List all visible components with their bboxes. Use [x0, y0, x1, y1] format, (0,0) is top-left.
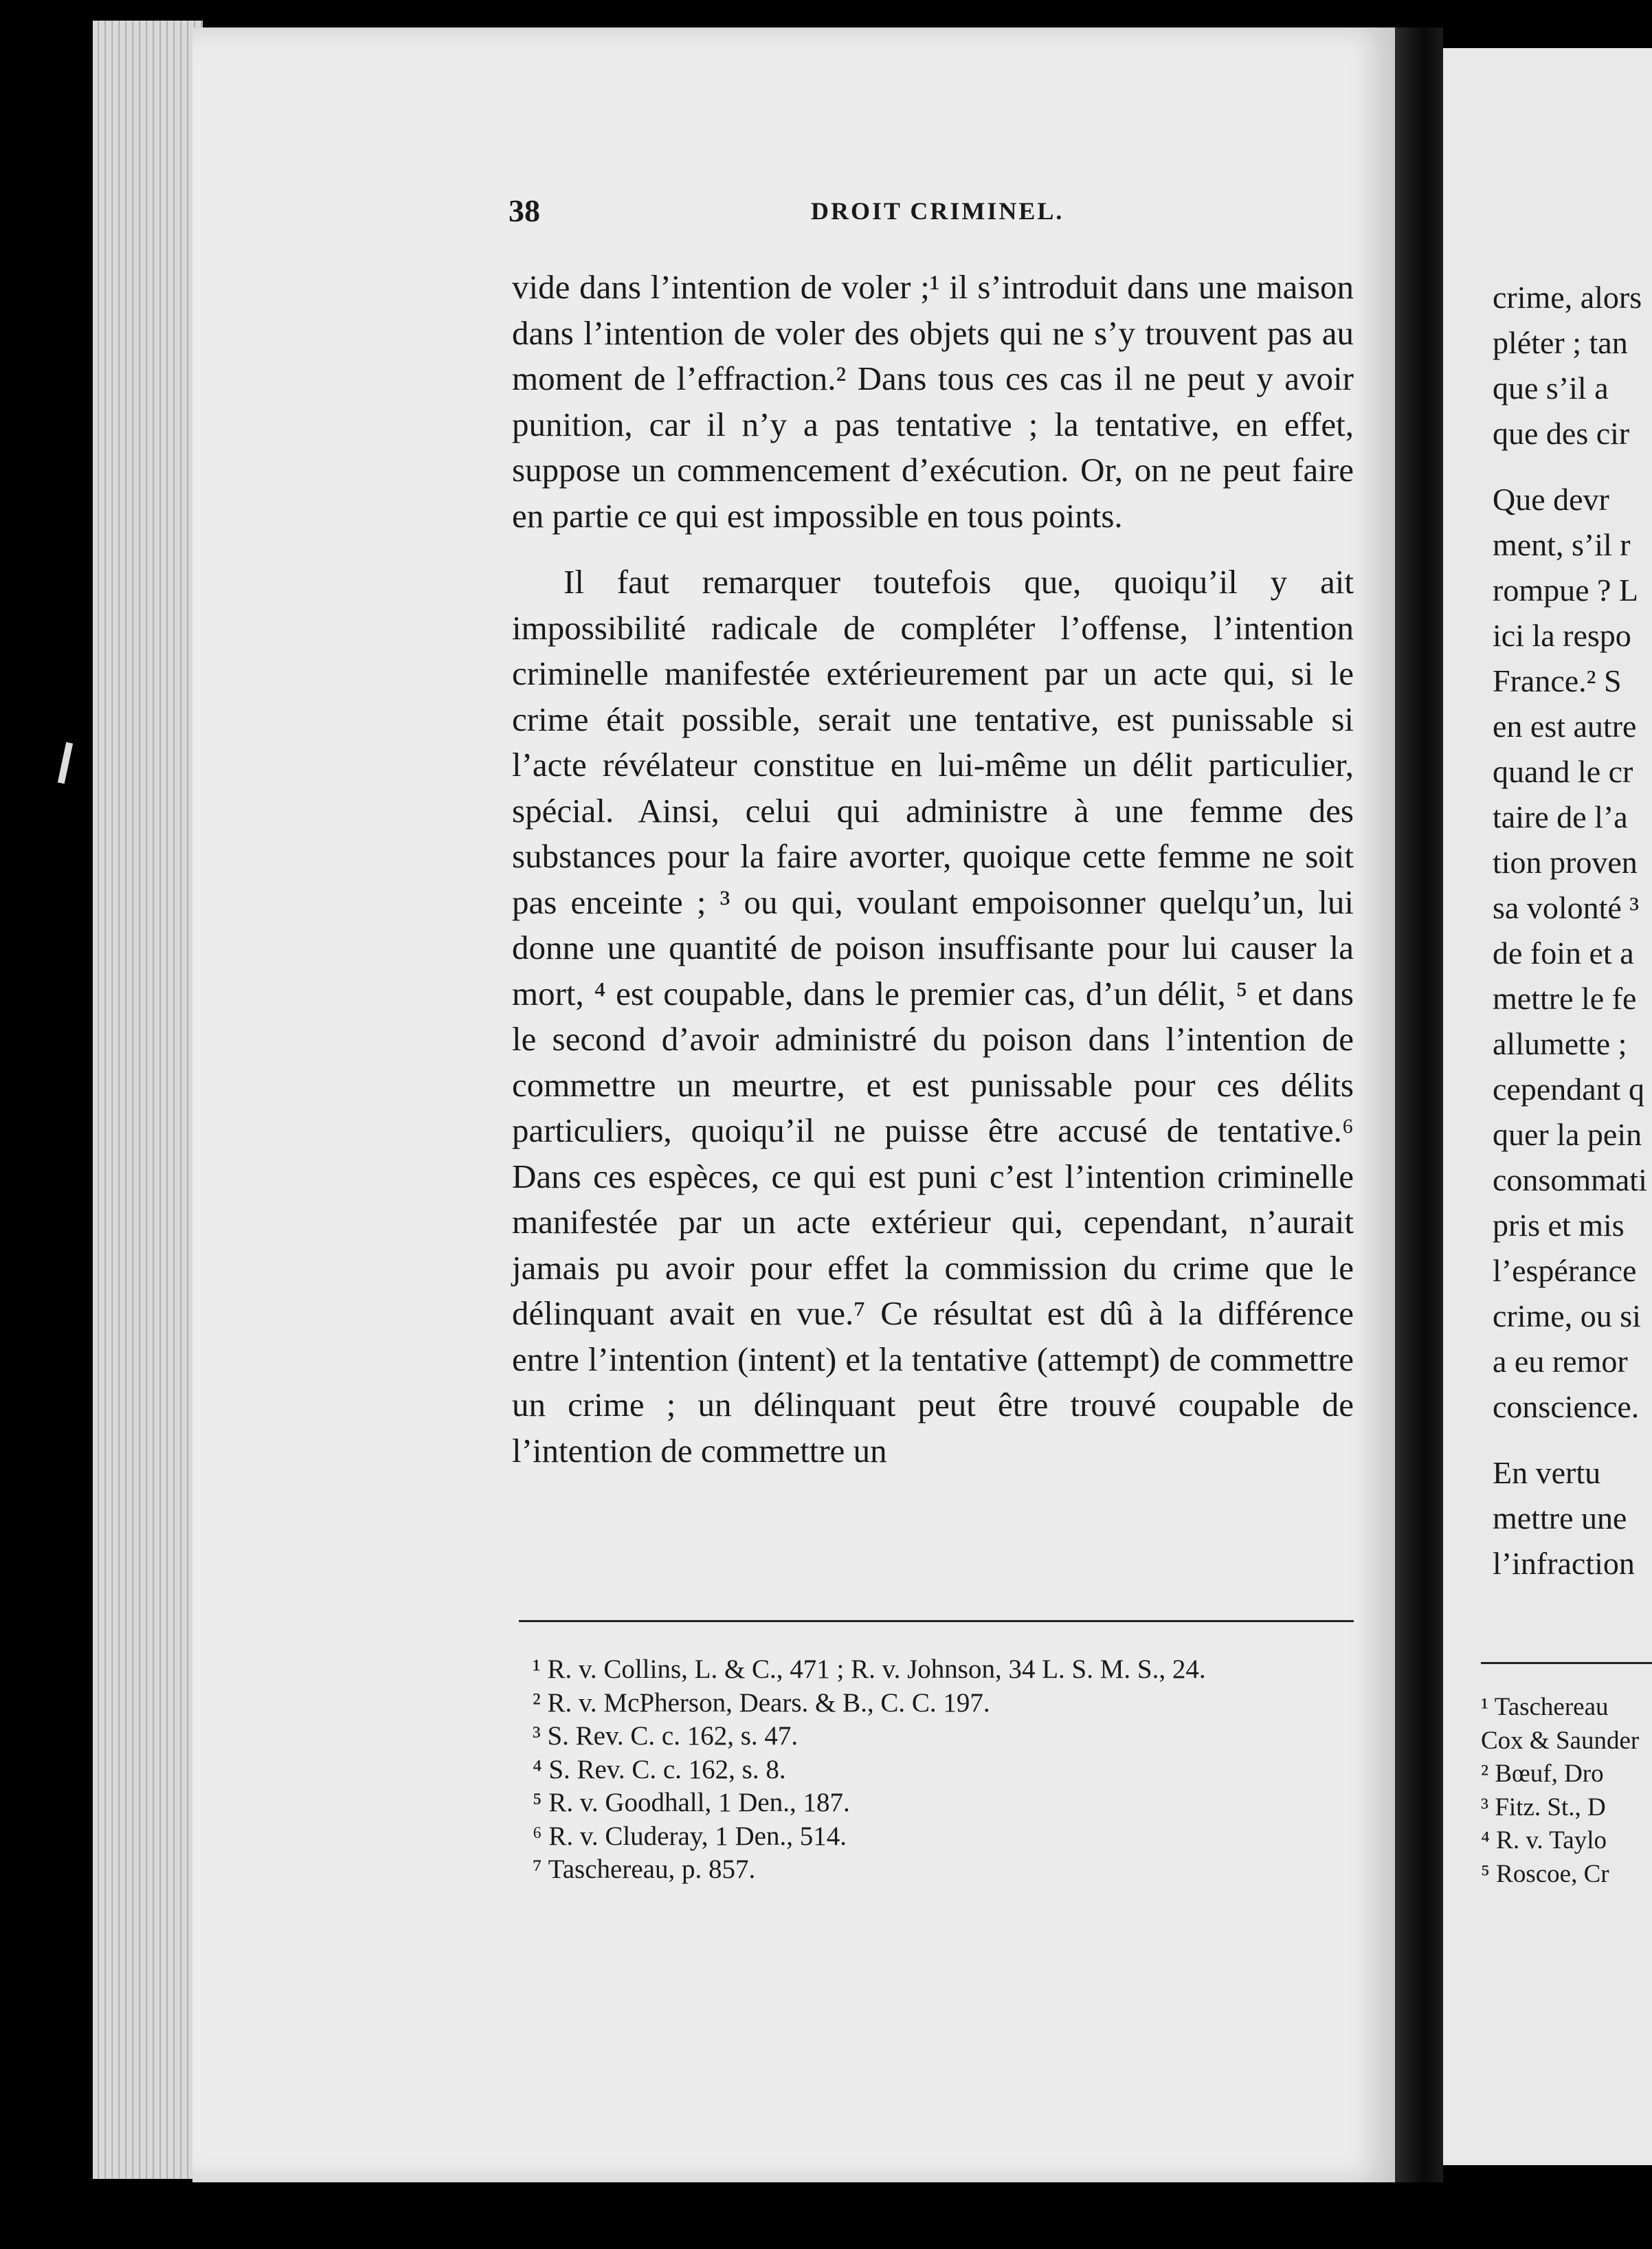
- right-page-footnote: ² Bœuf, Dro: [1481, 1760, 1604, 1788]
- right-page-line: Que devr: [1493, 482, 1609, 517]
- running-head: DROIT CRIMINEL.: [811, 197, 1064, 225]
- right-page-line: quand le cr: [1493, 754, 1633, 789]
- page-edges: [93, 21, 203, 2179]
- right-page-text: [1493, 275, 1652, 1586]
- right-page-line: mettre le fe: [1493, 981, 1637, 1016]
- footnote-6: ⁶ R. v. Cluderay, 1 Den., 514.: [533, 1821, 847, 1851]
- footnote-2: ² R. v. McPherson, Dears. & B., C. C. 197.: [533, 1687, 990, 1718]
- right-page-line: mettre une: [1493, 1500, 1627, 1536]
- right-footnote-rule: [1481, 1662, 1652, 1664]
- right-page-gap: [1493, 456, 1652, 477]
- right-page-footnote: ³ Fitz. St., D: [1481, 1793, 1606, 1821]
- right-page-line: crime, ou si: [1493, 1298, 1641, 1333]
- right-page-gap: [1493, 1430, 1652, 1450]
- page-number: 38: [509, 193, 540, 228]
- right-page-line: que s’il a: [1493, 370, 1609, 406]
- right-page-line: France.² S: [1493, 663, 1622, 698]
- right-page-line: sa volonté ³: [1493, 890, 1640, 925]
- right-page-line: pris et mis: [1493, 1208, 1625, 1243]
- right-page-line: l’infraction: [1493, 1546, 1635, 1581]
- footnote-7: ⁷ Taschereau, p. 857.: [533, 1854, 756, 1884]
- right-page-line: tion proven: [1493, 845, 1638, 880]
- right-page-footnote: ⁵ Roscoe, Cr: [1481, 1859, 1609, 1888]
- right-page-line: en est autre: [1493, 709, 1637, 744]
- right-page-footnotes: [1481, 1691, 1652, 1891]
- right-page-line: conscience.: [1493, 1389, 1640, 1424]
- footnotes: [533, 1653, 1357, 1887]
- right-page-line: quer la pein: [1493, 1117, 1642, 1152]
- right-page-line: ment, s’il r: [1493, 527, 1631, 562]
- right-page-line: rompue ? L: [1493, 573, 1639, 608]
- right-page-line: de foin et a: [1493, 935, 1634, 971]
- margin-mark: [58, 742, 73, 784]
- book-gutter: [1395, 27, 1443, 2182]
- right-page-line: allumette ;: [1493, 1026, 1627, 1061]
- right-page: [1443, 48, 1652, 2165]
- right-page-line: En vertu: [1493, 1455, 1601, 1490]
- right-page-line: ici la respo: [1493, 618, 1631, 653]
- right-page-line: pléter ; tan: [1493, 325, 1628, 360]
- paragraph-2: Il faut remarquer toutefois que, quoiqu’il y ait impossibilité radicale de compléter l’offense, l’intention criminelle manifestée extérieurement par un acte qui, si le crime était possible, serait une tentative, est punissable si l’acte révélateur constitue en lui-même un délit particulier, spécial. Ainsi, celui qui administre à une femme des substances pour la faire avorter, quoique cette femme ne soit pas enceinte ; ³ ou qui, voulant empoisonner quelqu’un, lui donne une quantité de poison insuffisante pour lui causer la mort, ⁴ est coupable, dans le premier cas, d’un délit, ⁵ et dans le second d’avoir administré du poison dans l’intention de commettre un meurtre, et est punissable pour ces délits particuliers, quoiqu’il ne puisse être accusé de tentative.⁶ Dans ces espèces, ce qui est puni c’est l’intention criminelle manifestée par un acte extérieur qui, cependant, n’aurait jamais pu avoir pour effet la commission du crime que le délinquant avait en vue.⁷ Ce résultat est dû à la différence entre l’intention (intent) et la tentative (attempt) de commettre un crime ; un délinquant peut être trouvé coupable de l’intention de commettre un: [512, 563, 1354, 1470]
- footnote-4: ⁴ S. Rev. C. c. 162, s. 8.: [533, 1754, 786, 1784]
- right-page-line: l’espérance: [1493, 1253, 1637, 1288]
- footnote-1: ¹ R. v. Collins, L. & C., 471 ; R. v. Johnson, 34 L. S. M. S., 24.: [533, 1654, 1206, 1684]
- right-page-footnote: ¹ Taschereau: [1481, 1693, 1609, 1721]
- footnote-5: ⁵ R. v. Goodhall, 1 Den., 187.: [533, 1788, 850, 1817]
- right-page-line: taire de l’a: [1493, 799, 1628, 834]
- footnote-rule: [519, 1620, 1354, 1622]
- right-page-line: cependant q: [1493, 1072, 1644, 1107]
- right-page-line: que des cir: [1493, 416, 1630, 451]
- right-page-line: a eu remor: [1493, 1344, 1628, 1379]
- right-page-line: crime, alors: [1493, 280, 1642, 315]
- right-page-line: consommati: [1493, 1162, 1647, 1197]
- body-text: [512, 265, 1354, 1474]
- paragraph-1: vide dans l’intention de voler ;¹ il s’introduit dans une maison dans l’intention de voler des objets qui ne s’y trouvent pas au moment de l’effraction.² Dans tous ces cas il ne peut y avoir punition, car il n’y a pas tentative ; la tentative, en effet, suppose un commencement d’exécution. Or, on ne peut faire en partie ce qui est impossible en tous points.: [512, 268, 1354, 535]
- page-header: [509, 192, 1354, 234]
- right-page-footnote: Cox & Saunder: [1481, 1726, 1640, 1755]
- footnote-3: ³ S. Rev. C. c. 162, s. 47.: [533, 1721, 799, 1751]
- right-page-footnote: ⁴ R. v. Taylo: [1481, 1826, 1607, 1854]
